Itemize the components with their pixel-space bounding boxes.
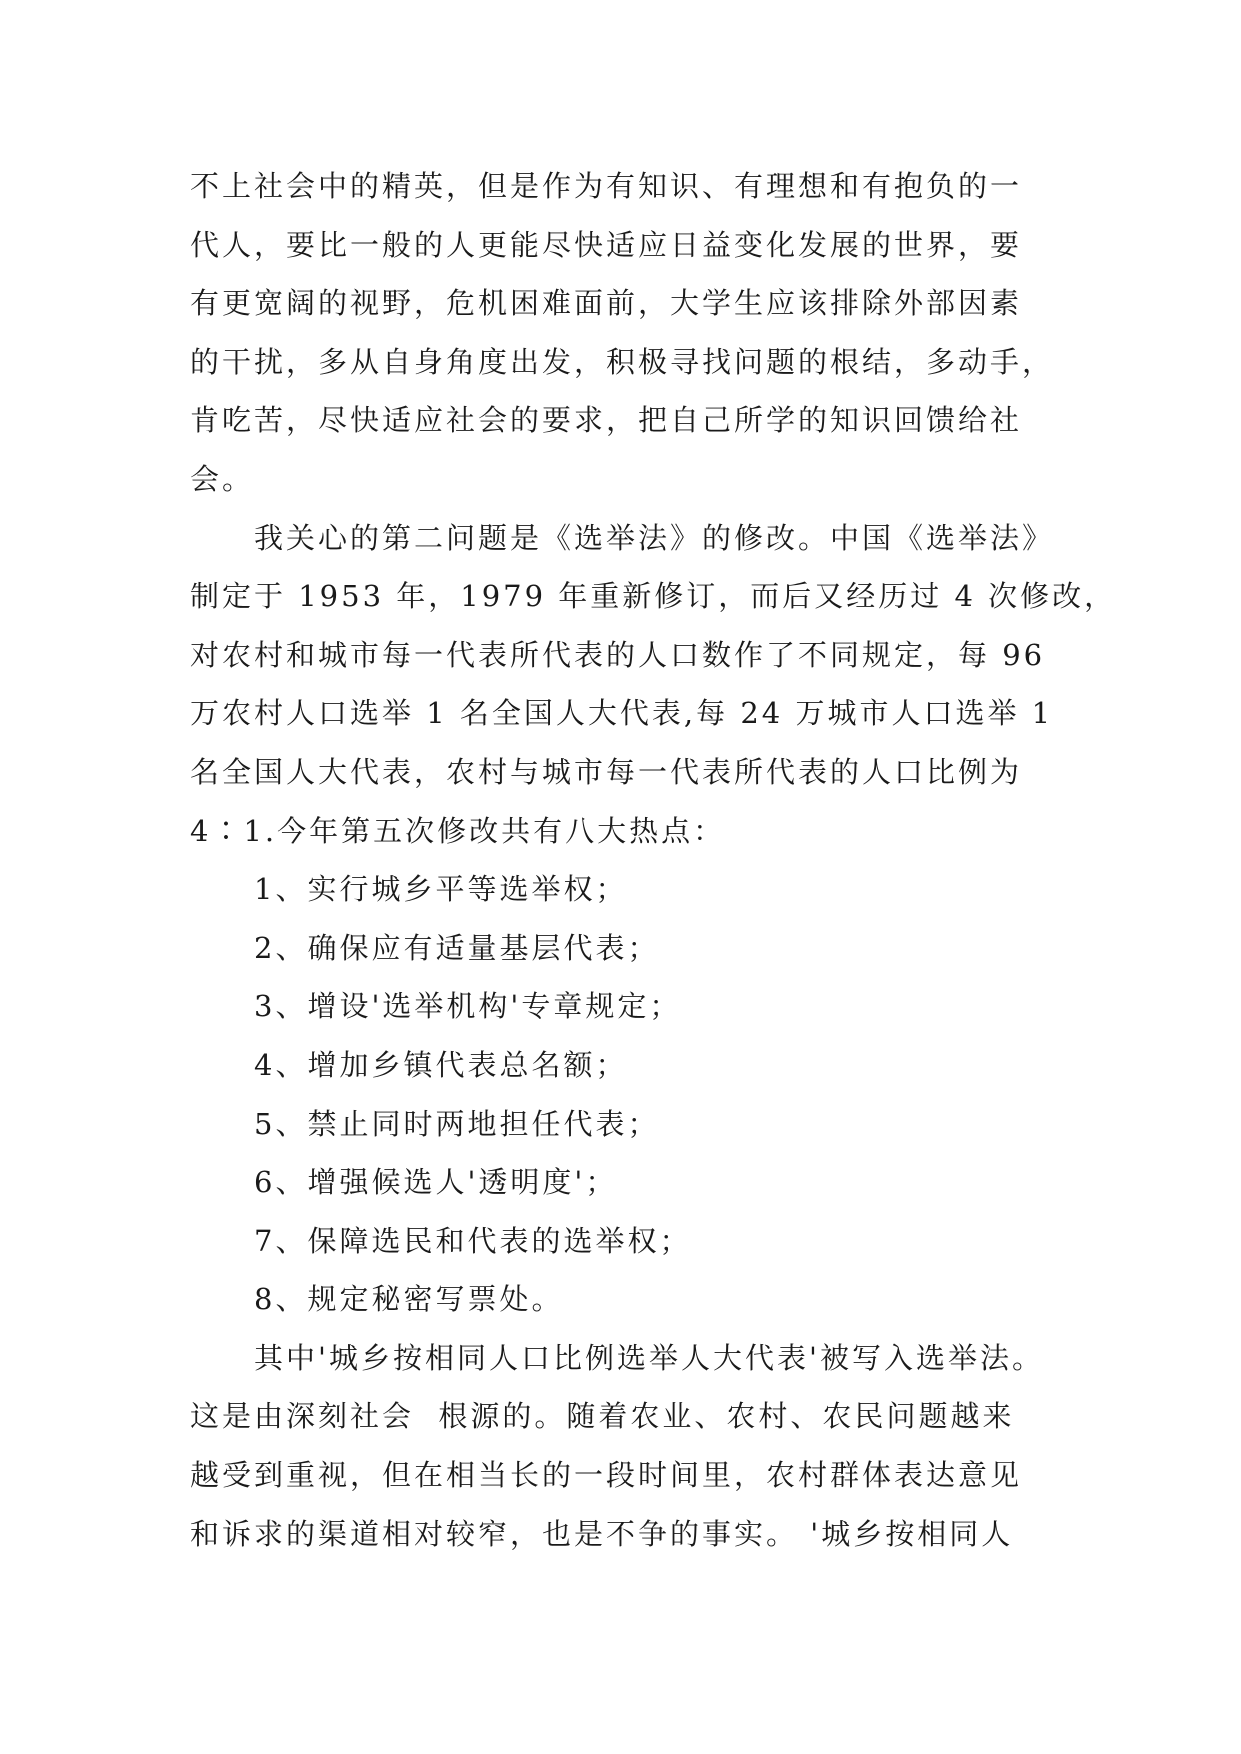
text-line: 不上社会中的精英，但是作为有知识、有理想和有抱负的一 xyxy=(190,169,1023,203)
text-line: 其中'城乡按相同人口比例选举人大代表'被写入选举法。 xyxy=(254,1340,1044,1375)
text-line: 3、增设'选举机构'专章规定； xyxy=(254,989,682,1024)
text-line: 1、实行城乡平等选举权； xyxy=(254,872,628,907)
text-line: 会。 xyxy=(190,461,255,496)
text-line: 有更宽阔的视野，危机困难面前，大学生应该排除外部因素 xyxy=(190,286,1023,321)
text-line: 我关心的第二问题是《选举法》的修改。中国《选举法》 xyxy=(254,520,1055,555)
text-line: 万农村人口选举 1 名全国人大代表,每 24 万城市人口选举 1 xyxy=(190,696,1054,731)
text-line: 2、确保应有适量基层代表； xyxy=(254,930,660,965)
text-line: 这是由深刻社会 根源的。随着农业、农村、农民问题越来 xyxy=(190,1399,1015,1434)
text-line: 肯吃苦，尽快适应社会的要求，把自己所学的知识回馈给社 xyxy=(190,403,1023,438)
text-line: 和诉求的渠道相对较窄，也是不争的事实。 '城乡按相同人 xyxy=(190,1516,1014,1551)
text-line: 7、保障选民和代表的选举权； xyxy=(254,1223,692,1258)
text-line: 4∶1.今年第五次修改共有八大热点： xyxy=(190,813,726,848)
text-line: 4、增加乡镇代表总名额； xyxy=(254,1047,628,1082)
text-line: 越受到重视，但在相当长的一段时间里，农村群体表达意见 xyxy=(190,1458,1023,1493)
text-line: 名全国人大代表，农村与城市每一代表所代表的人口比例为 xyxy=(190,754,1023,789)
text-line: 制定于 1953 年，1979 年重新修订，而后又经历过 4 次修改， xyxy=(190,579,1117,614)
text-line: 的干扰，多从自身角度出发，积极寻找问题的根结，多动手， xyxy=(190,344,1055,379)
text-line: 6、增强候选人'透明度'； xyxy=(254,1165,618,1200)
text-line: 5、禁止同时两地担任代表； xyxy=(254,1106,660,1141)
text-line: 8、规定秘密写票处。 xyxy=(254,1282,564,1317)
text-line: 代人，要比一般的人更能尽快适应日益变化发展的世界，要 xyxy=(190,227,1023,262)
body-text xyxy=(190,157,1117,1563)
text-line: 对农村和城市每一代表所代表的人口数作了不同规定，每 96 xyxy=(190,637,1046,672)
